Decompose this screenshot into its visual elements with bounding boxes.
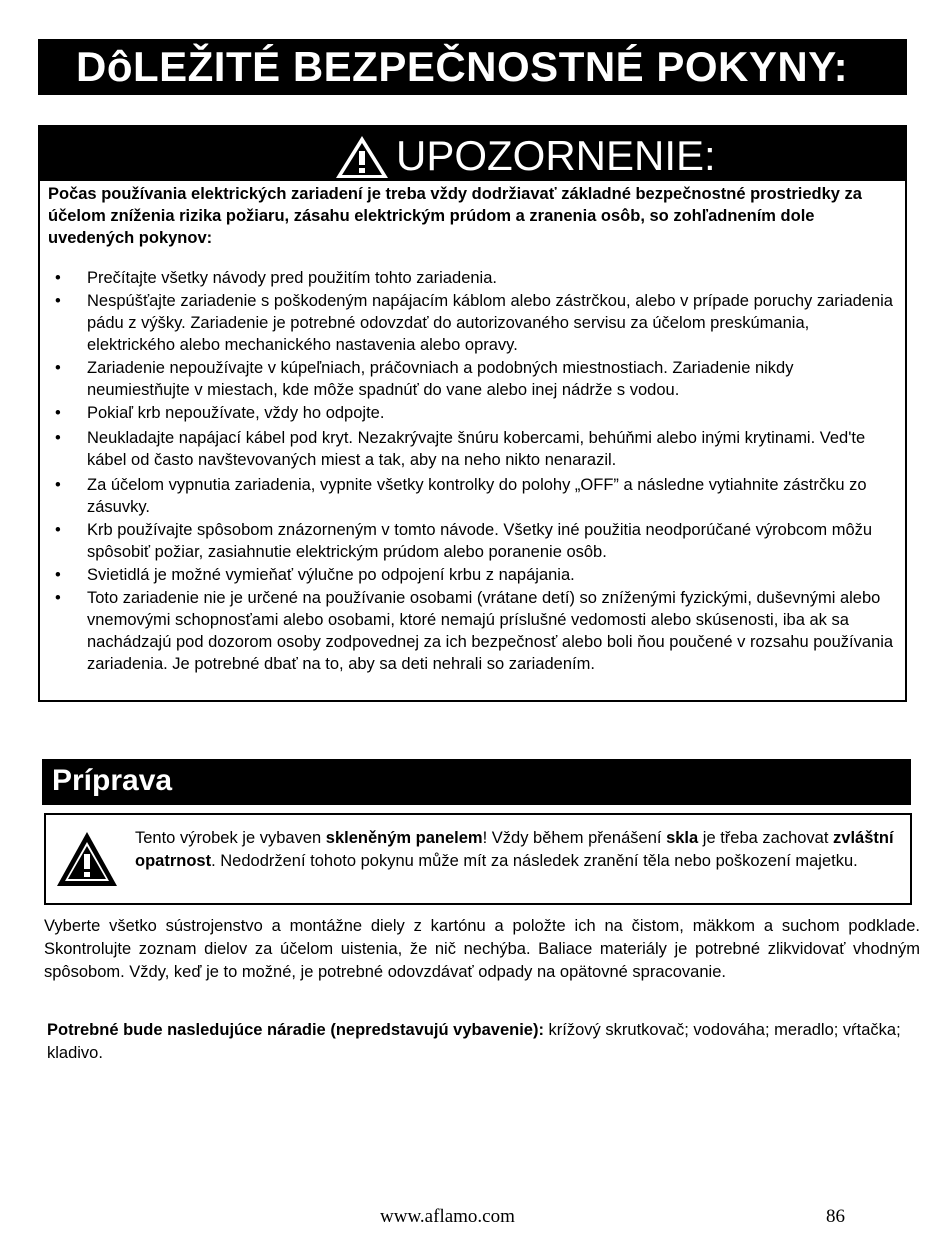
tools-paragraph	[47, 1019, 907, 1065]
list-item: • Nespúšťajte zariadenie s poškodeným napájacím káblom alebo zástrčkou, alebo v prípade poruchy zariadenia pádu z výšky. Zariadenie je potrebné odovzdať do autorizovaného servisu za účelom preskúmania, elektrického alebo mechanického nastavenia alebo opravy.	[55, 292, 893, 354]
caution-box	[44, 813, 912, 905]
warning-header	[40, 127, 905, 181]
list-item: • Svietidlá je možné vymieňať výlučne po odpojení krbu z napájania.	[55, 566, 575, 584]
bullet: •	[55, 292, 61, 310]
page-number: 86	[826, 1206, 845, 1227]
warning-triangle-icon	[55, 830, 119, 888]
bullet: •	[55, 359, 61, 377]
footer-url: www.aflamo.com	[380, 1206, 515, 1227]
bullet: •	[55, 404, 61, 422]
bullet: •	[55, 589, 61, 607]
list-item: • Neukladajte napájací kábel pod kryt. Nezakrývajte šnúru kobercami, behúňmi alebo inými krytinami. Ved'te kábel od často navštevovaných miest a tak, aby na neho nikto nenarazil.	[55, 429, 866, 469]
preparation-paragraph: Vyberte všetko sústrojenstvo a montážne diely z kartónu a položte ich na čistom, mäkkom a suchom podklade. Skontrolujte zoznam dielov za účelom uistenia, že nič nechýba. Baliace materiály je potrebné zlikvidovať vhodným spôsobom. Vždy, keď je to možné, je potrebné odovzdávať odpady na opätovné spracovanie.	[44, 917, 920, 981]
list-item: • Zariadenie nepoužívajte v kúpeľniach, práčovniach a podobných miestnostiach. Zariadenie nikdy neumiestňujte v miestach, kde môže spadnúť do vane alebo inej nádrže s vodou.	[55, 359, 794, 399]
bullet: •	[55, 476, 61, 494]
caution-text: Tento výrobek je vybaven skleněným panelem! Vždy během přenášení skla je třeba zachovat zvláštní opatrnost. Nedodržení tohoto pokynu může mít za následek zranění těla nebo poškození majetku.	[135, 829, 894, 870]
warning-triangle-icon	[334, 134, 390, 180]
list-item: • Krb používajte spôsobom znázorneným v tomto návode. Všetky iné použitia neodporúčané výrobcom môžu spôsobiť požiar, zasiahnutie elektrickým prúdom alebo poranenie osôb.	[55, 521, 873, 561]
section-title: Príprava	[42, 759, 911, 805]
bullet: •	[55, 521, 61, 539]
warning-box	[38, 125, 907, 702]
warning-intro: Počas používania elektrických zariadení je treba vždy dodržiavať základné bezpečnostné prostriedky za účelom zníženia rizika požiaru, zásahu elektrickým prúdom a zranenia osôb, so zohľadnením dole uvedených pokynov:	[48, 185, 862, 247]
bullet: •	[55, 566, 61, 584]
tools-list: krížový skrutkovač; vodováha; meradlo; vŕtačka; kladivo.	[47, 1021, 901, 1062]
list-item: • Za účelom vypnutia zariadenia, vypnite všetky kontrolky do polohy „OFF” a následne vytiahnite zástrčku zo zásuvky.	[55, 476, 867, 516]
list-item: • Pokiaľ krb nepoužívate, vždy ho odpojte.	[55, 404, 385, 422]
list-item: • Toto zariadenie nie je určené na používanie osobami (vrátane detí) so zníženými fyzickými, duševnými alebo vnemovými schopnosťami alebo osobami, ktoré nemajú príslušné vedomosti alebo skúsenosti, iba ak sa nachádzajú pod dozorom osoby zodpovednej za ich bezpečnosť alebo boli ňou poučené v rozsahu používania zariadenia. Je potrebné dbať na to, aby sa deti nehrali so zariadením.	[55, 589, 894, 673]
bullet: •	[55, 429, 61, 447]
list-item: • Prečítajte všetky návody pred použitím tohto zariadenia.	[55, 269, 497, 287]
bullet: •	[55, 269, 61, 287]
safety-instructions-list	[50, 267, 895, 676]
warning-title: UPOZORNENIE:	[396, 132, 716, 179]
tools-label: Potrebné bude nasledujúce náradie (nepredstavujú vybavenie):	[47, 1021, 544, 1039]
page-title: DôLEŽITÉ BEZPEČNOSTNÉ POKYNY:	[38, 39, 907, 95]
